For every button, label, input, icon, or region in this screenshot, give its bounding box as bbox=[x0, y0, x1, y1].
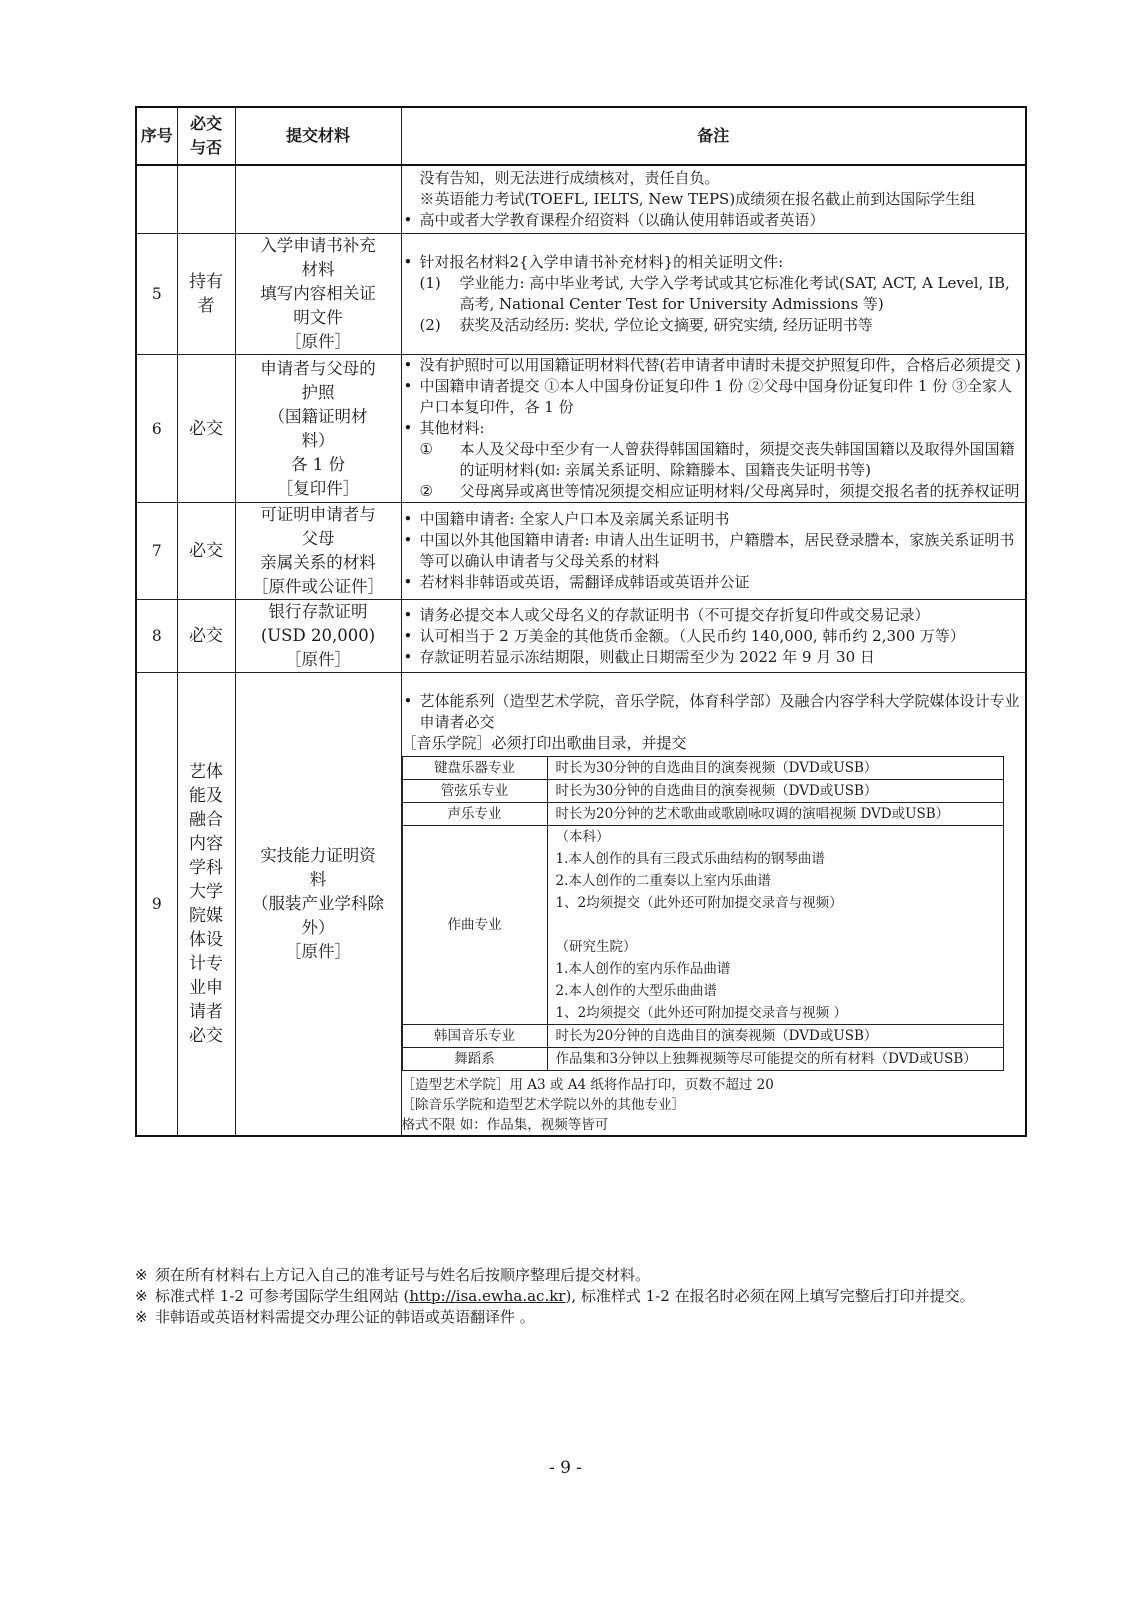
row6-bullet-3: • 其他材料: bbox=[402, 418, 1026, 439]
table-header-row bbox=[136, 107, 1026, 165]
row7-num: 7 bbox=[136, 503, 177, 600]
music-row-composition: 作曲专业 （本科） 1.本人创作的具有三段式乐曲结构的钢琴曲谱 2.本人创作的二重奏以上室内乐曲谱 1、2均须提交（此外还可附加提交录音与视频） （研究生院） 1.本人创作的室内乐作品曲谱 2.本人创作的大型乐曲曲谱 1、2均须提交（此外还可附加提交录音与视频 ） bbox=[402, 826, 1003, 1025]
footnotes bbox=[135, 1265, 995, 1328]
row6-materials: 申请者与父母的 护照 （国籍证明材 料） 各 1 份 ［复印件］ bbox=[235, 355, 401, 503]
materials-table bbox=[135, 106, 1027, 1137]
header-remarks: 备注 bbox=[401, 107, 1026, 165]
row8-bullet-2: • 认可相当于 2 万美金的其他货币金额。（人民币约 140,000, 韩币约 2,300 万等） bbox=[402, 626, 1026, 647]
isa-website-link[interactable]: http://isa.ewha.ac.kr bbox=[409, 1287, 566, 1305]
footnote-2: ※ 标准式样 1-2 可参考国际学生组网站 (http://isa.ewha.ac.kr), 标准样式 1-2 在报名时必须在网上填写完整后打印并提交。 bbox=[135, 1287, 975, 1305]
row6-item-2: ② 父母离异或离世等情况须提交相应证明材料/父母离异时，须提交报名者的抚养权证明 bbox=[419, 482, 1020, 500]
row6-bullet-2: • 中国籍申请者提交 ①本人中国身份证复印件 1 份 ②父母中国身份证复印件 1 份 ③全家人户口本复印件，各 1 份 bbox=[402, 376, 1026, 418]
row9-materials: 实技能力证明资 料 （服装产业学科除 外） ［原件］ bbox=[235, 673, 401, 1137]
other-note: ［除音乐学院和造型艺术学院以外的其他专业］ bbox=[401, 1097, 685, 1113]
music-row: 管弦乐专业 时长为30分钟的自选曲目的演奏视频（DVD或USB） bbox=[402, 780, 1003, 803]
cont-line-1: 没有告知，则无法进行成绩核对，责任自负。 bbox=[419, 169, 720, 187]
row6-item-1: ① 本人及父母中至少有一人曾获得韩国国籍时，须提交丧失韩国国籍以及取得外国国籍的证明材料(如: 亲属关系证明、除籍滕本、国籍丧失证明书等) bbox=[419, 440, 1015, 479]
header-num: 序号 bbox=[136, 107, 177, 165]
row6-num: 6 bbox=[136, 355, 177, 503]
art-note: ［造型艺术学院］用 A3 或 A4 纸将作品打印，页数不超过 20 bbox=[401, 1077, 774, 1093]
table-row-6 bbox=[136, 355, 1026, 503]
row8-num: 8 bbox=[136, 600, 177, 673]
table-row-9 bbox=[136, 673, 1026, 1137]
row5-item-2: (2) 获奖及活动经历: 奖状, 学位论文摘要, 研究实绩, 经历证明书等 bbox=[419, 316, 873, 334]
row8-bullet-3: • 存款证明若显示冻结期限，则截止日期需至少为 2022 年 9 月 30 日 bbox=[402, 647, 1026, 668]
row7-bullet-2: • 中国以外其他国籍申请者: 申请人出生证明书，户籍謄本，居民登录謄本，家族关系证明书等可以确认申请者与父母关系的材料 bbox=[402, 530, 1026, 572]
footnote-1: ※ 须在所有材料右上方记入自己的准考证号与姓名后按顺序整理后提交材料。 bbox=[135, 1266, 651, 1284]
row6-required: 必交 bbox=[177, 355, 235, 503]
music-row: 键盘乐器专业 时长为30分钟的自选曲目的演奏视频（DVD或USB） bbox=[402, 757, 1003, 780]
row8-materials: 银行存款证明 (USD 20,000) ［原件］ bbox=[235, 600, 401, 673]
row8-bullet-1: • 请务必提交本人或父母名义的存款证明书（不可提交存折复印件或交易记录） bbox=[402, 605, 1026, 626]
row5-bullet-1: • 针对报名材料2{入学申请书补充材料}的相关证明文件: bbox=[402, 252, 1026, 273]
music-row: 舞蹈系 作品集和3分钟以上独舞视频等尽可能提交的所有材料（DVD或USB） bbox=[402, 1048, 1003, 1071]
row5-item-1: (1) 学业能力: 高中毕业考试, 大学入学考试或其它标准化考试(SAT, ACT, A Level, IB, 高考, National Center Test for University Admissions 等) bbox=[419, 274, 1010, 313]
row5-materials: 入学申请书补充 材料 填写内容相关证 明文件 ［原件］ bbox=[235, 234, 401, 355]
music-note: ［音乐学院］必须打印出歌曲目录，并提交 bbox=[401, 734, 687, 752]
row7-bullet-1: • 中国籍申请者: 全家人户口本及亲属关系证明书 bbox=[402, 509, 1026, 530]
cont-line-2: ※英语能力考试(TOEFL, IELTS, New TEPS)成绩须在报名截止前到达国际学生组 bbox=[419, 190, 976, 208]
row8-required: 必交 bbox=[177, 600, 235, 673]
row7-bullet-3: • 若材料非韩语或英语，需翻译成韩语或英语并公证 bbox=[402, 572, 1026, 593]
header-materials: 提交材料 bbox=[235, 107, 401, 165]
row9-bullet-1: • 艺体能系列（造型艺术学院，音乐学院，体育科学部）及融合内容学科大学院媒体设计专业申请者必交 bbox=[402, 691, 1026, 733]
row9-num: 9 bbox=[136, 673, 177, 1137]
format-note: 格式不限 如：作品集，视频等皆可 bbox=[401, 1117, 609, 1133]
table-row-8 bbox=[136, 600, 1026, 673]
music-row: 韩国音乐专业 时长为20分钟的自选曲目的演奏视频（DVD或USB） bbox=[402, 1025, 1003, 1048]
row9-required: 艺体 能及 融合 内容 学科 大学 院媒 体设 计专 业申 请者 必交 bbox=[177, 673, 235, 1137]
header-required: 必交 与否 bbox=[177, 107, 235, 165]
table-row-7 bbox=[136, 503, 1026, 600]
row7-materials: 可证明申请者与 父母 亲属关系的材料 ［原件或公证件］ bbox=[235, 503, 401, 600]
row5-required: 持有 者 bbox=[177, 234, 235, 355]
table-row-continuation bbox=[136, 165, 1026, 234]
footnote-3: ※ 非韩语或英语材料需提交办理公证的韩语或英语翻译件 。 bbox=[135, 1308, 535, 1326]
row6-bullet-1: • 没有护照时可以用国籍证明材料代替(若申请者申请时未提交护照复印件，合格后必须提交 ) bbox=[402, 355, 1026, 376]
page-number: - 9 - bbox=[548, 1458, 583, 1478]
row7-required: 必交 bbox=[177, 503, 235, 600]
music-row: 声乐专业 时长为20分钟的艺术歌曲或歌剧咏叹调的演唱视频 DVD或USB） bbox=[402, 803, 1003, 826]
row5-num: 5 bbox=[136, 234, 177, 355]
cont-bullet-1: • 高中或者大学教育课程介绍资料（以确认使用韩语或者英语） bbox=[402, 210, 1026, 231]
music-requirements-table bbox=[402, 756, 1004, 1071]
table-row-5 bbox=[136, 234, 1026, 355]
